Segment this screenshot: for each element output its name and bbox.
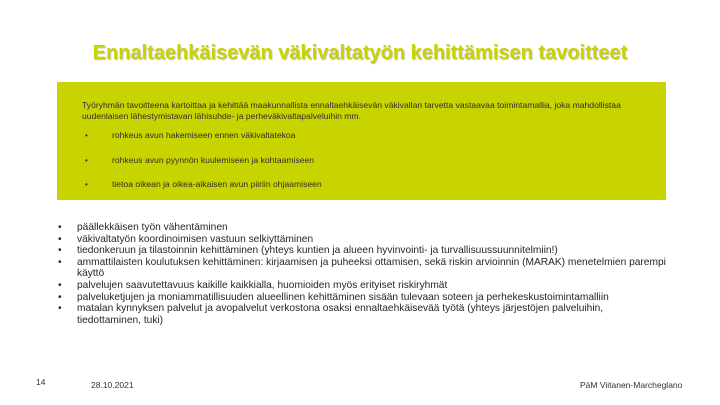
list-item: [58, 303, 668, 326]
bullet-icon: •: [58, 222, 62, 233]
list-item: [58, 234, 668, 246]
list-item: [85, 155, 322, 166]
goals-bullet-list: [58, 222, 668, 326]
box-intro-text: Työryhmän tavoitteena kartoittaa ja kehittää maakunnallista ennaltaehkäisevän väkivallan tarvetta vastaavaa toimintamallia, joka mahdollistaa uudenlaisen lähestymistavan lähisuhde- ja perheväkivaltapalveluihin mm.: [82, 100, 621, 121]
bullet-icon: •: [58, 233, 62, 245]
list-item: [58, 280, 668, 292]
goals-highlight-box: [57, 82, 666, 200]
bullet-icon: •: [58, 291, 62, 303]
bullet-icon: •: [58, 256, 62, 268]
box-bullet-list: [85, 130, 322, 204]
list-item: [85, 179, 322, 190]
list-item: [58, 257, 668, 280]
page-number: 14: [36, 377, 46, 387]
list-item-text: rohkeus avun hakemiseen ennen väkivaltatekoa: [112, 130, 296, 140]
list-item-text: palvelujen saavutettavuus kaikille kaikkialla, huomioiden myös erityiset riskiryhmät: [77, 279, 448, 291]
bullet-icon: •: [58, 245, 62, 257]
list-item: [58, 292, 668, 304]
footer-author: PäM Viitanen-Marcheglano: [580, 380, 683, 390]
bullet-icon: •: [85, 131, 88, 140]
list-item-text: matalan kynnyksen palvelut ja avopalvelut verkostona osaksi ennaltaehkäisevää työtä (yhteys järjestöjen palveluihin, tiedottaminen, tuki): [77, 303, 604, 326]
list-item-text: tiedonkeruun ja tilastoinnin kehittäminen (yhteys kuntien ja alueen hyvinvointi- ja turvallisuussuunnitelmiin!): [77, 245, 558, 257]
list-item-text: palveluketjujen ja moniammatillisuuden alueellinen kehittäminen sisään tulevaan soteen ja perhekeskustoimintamalliin: [77, 291, 609, 303]
bullet-icon: •: [85, 180, 88, 189]
bullet-icon: •: [85, 155, 88, 165]
list-item-text: tietoa oikean ja oikea-aikaisen avun piiriin ohjaamiseen: [112, 179, 322, 189]
list-item: [85, 130, 322, 141]
bullet-icon: •: [58, 279, 62, 291]
footer-date: 28.10.2021: [91, 380, 134, 390]
list-item-text: väkivaltatyön koordinoimisen vastuun selkiyttäminen: [77, 233, 314, 245]
slide-title: Ennaltaehkäisevän väkivaltatyön kehittämisen tavoitteet: [92, 42, 628, 64]
list-item-text: ammattilaisten koulutuksen kehittäminen: kirjaamisen ja puheeksi ottamisen, sekä riskin arvioinnin (MARAK) menetelmien parempi käyttö: [77, 256, 666, 280]
bullet-icon: •: [58, 303, 62, 315]
list-item-text: päällekkäisen työn vähentäminen: [77, 222, 228, 233]
list-item-text: rohkeus avun pyynnön kuulemiseen ja kohtaamiseen: [112, 154, 315, 165]
list-item: [58, 222, 668, 234]
list-item: [58, 245, 668, 257]
